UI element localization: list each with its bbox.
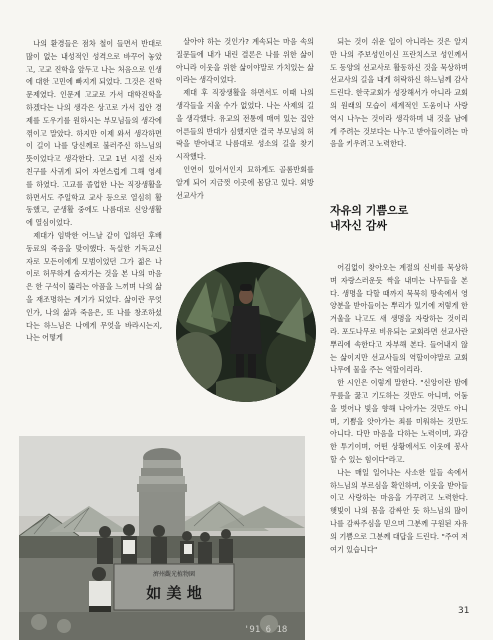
group-photo-illustration: [19, 436, 305, 640]
section-heading: [330, 203, 470, 233]
sign-large-text: 如 美 地: [146, 584, 202, 602]
paragraph: 나의 환경들은 점차 철이 들면서 반대로 많이 없는 내성적인 성격으로 바꾸어 놓았고, 고교 진학을 앞두고 나는 처음으로 인생에 대한 고민에 빠지게 되었다. 그것은 진학문제였다. 인문계 고교로 가서 대학진학을 하겠다는 나의 생각은 상고로 가서 집안 경제를 도우기를 원하시는 부모님들의 생각에 꺾이고 말았다. 하지만 이제 와서 생각하면 이 길이 나를 당신께로 불러주신 하느님의 뜻이었다고 생각한다. 고교 1년 시절 신자친구를 사귀게 되어 자연스럽게 그해 영세를 하였다. 고교를 졸업한 나는 직장생활을 하면서도 주일학교 교사 등으로 열심히 활동했고, 군생활 중에도 나름대로 신앙생활에 열심이었다.: [26, 39, 162, 228]
group-photo: [19, 436, 305, 640]
paragraph: 어김없이 찾아오는 계절의 신비를 묵상하며 자랑스러운듯 싹을 내미는 나무들을 본다. 생명을 다할 때까지 묵묵히 땅속에서 영양분을 받아들이는 뿌리가 있기에 저렇게 한 겨울을 나고도 새 생명을 자랑하는 것이리라. 포도나무로 비유되는 교회라면 선교사란 뿌리에 속한다고 자부해 본다. 들어내지 않는 삶이지만 선교사들의 역할이야말로 교회나무에 물을 주는 역할이리라.: [330, 263, 468, 375]
sign-small-text: 濟州觀光植物園: [152, 571, 196, 578]
heading-line-2: 내자신 감싸: [330, 219, 387, 232]
portrait-illustration: [176, 262, 316, 402]
heading-line-1: 자유의 기쁨으로: [330, 204, 409, 217]
paragraph: 되는 것이 쉬운 일이 아니라는 것은 알지만 나의 주보성인이신 프란치스코 성인께서도 동양의 선교사로 활동하신 것을 묵상하며 선교사의 길을 내게 허락하신 하느님께 감사드린다. 한국교회가 성장해서가 아니라 교회의 원래의 모습이 세계적인 도움이나 사랑 역시 나누는 것이라 생각하며 내 것을 남에게 주려는 것보다는 나누고 받아들이려는 마음을 키우려고 노력한다.: [330, 37, 468, 149]
text-column-3-continued: [330, 262, 468, 556]
paragraph: 인연이 있어서인지 묘하게도 골롬반회를 알게 되어 지금껏 이곳에 몸담고 있다. 외방선교사가: [176, 164, 314, 200]
paragraph: 나는 매일 일어나는 사소한 일들 속에서 하느님의 부르심을 확인하며, 이웃을 받아들이고 사랑하는 마음을 가꾸려고 노력한다. 햇빛이 나의 몸을 감싸안 듯 하느님의 많이 나를 감싸주심을 믿으며 그분께 구원된 자유의 기쁨으로 그분께 대답을 드린다. "주여 저 여기 있습니다": [330, 467, 468, 554]
photo-date-stamp: '91 6 18: [244, 625, 288, 635]
paragraph: 살아야 하는 것인가? 계속되는 마음 속의 질문들에 내가 내린 결론은 나를 위한 삶이 아니라 이웃을 위한 삶이야말로 가치있는 삶이라는 생각이었다.: [176, 37, 314, 85]
portrait-photo: [176, 262, 316, 402]
paragraph: 한 시인은 이렇게 말한다. "신앙이란 밤에 무릎을 꿇고 기도하는 것만도 아니며, 어둠을 벗어나 빛을 향해 나아가는 것만도 아니며, 기쁨을 앗아가는 죄를 미워하는 것만도 아니다. 다만 마음을 다하는 노력이며, 과감한 투기이며, 어떤 상황에서도 이웃에 봉사할 수 있는 힘이다"라고.: [330, 378, 468, 464]
page-number: 31: [458, 606, 470, 616]
text-column-2: [176, 36, 314, 202]
text-column-3: [330, 36, 468, 151]
paragraph: 제대 후 직장생활을 하면서도 이때 나의 생각들을 지울 수가 없었다. 나는 사제의 길을 생각했다. 유교의 전통에 매여 있는 집안 어른들의 반대가 심했지만 결국 부모님의 허락을 받아내고 나름대로 성소의 길을 찾기 시작했다.: [176, 88, 314, 162]
text-column-1: [26, 38, 162, 345]
paragraph: 제대가 임박한 어느날 같이 입하던 후배 동료의 죽음을 맞이했다. 독실한 기독교신자로 모든이에게 모범이었던 그가 젊은 나이로 허무하게 숨져가는 것을 본 나의 마음은 한 구석이 뚫리는 아픔을 느끼며 나의 삶을 재조명하는 계기가 되었다. 삶이란 무엇인가, 나의 삶과 죽음은, 또 나를 창조하셨다는 하느님은 나에게 무엇을 바라시는지, 나는 어떻게: [26, 230, 162, 343]
